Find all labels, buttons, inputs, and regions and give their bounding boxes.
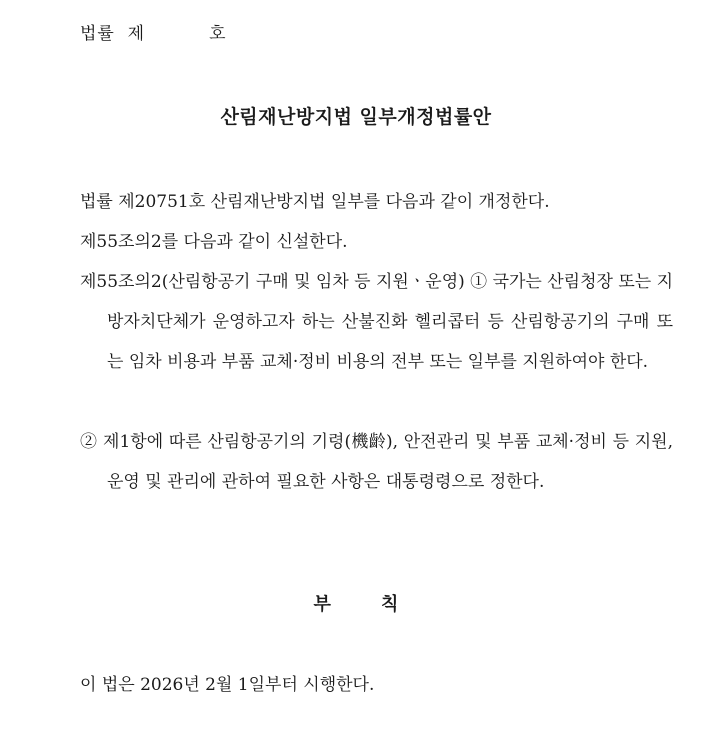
paragraph-1-marker: ① bbox=[470, 272, 488, 292]
article-heading: 제55조의2(산림항공기 구매 및 임차 등 지원ㆍ운영) bbox=[80, 272, 465, 292]
bill-title: 산림재난방지법 일부개정법률안 bbox=[220, 106, 492, 128]
supplementary-text: 이 법은 2026년 2월 1일부터 시행한다. bbox=[80, 675, 375, 695]
paragraph-1-text: 국가는 산림청장 또는 지방자치단체가 운영하고자 하는 산불진화 헬리콥터 등 산림항공기의 구매 또는 임차 비용과 부품 교체·정비 비용의 전부 또는 일부를 지원하여야 한다. bbox=[107, 272, 673, 372]
article-55-2-paragraph-1 bbox=[80, 262, 673, 382]
amendment-intro: 법률 제20751호 산림재난방지법 일부를 다음과 같이 개정한다. bbox=[80, 192, 550, 212]
law-number: 법률 제 호 bbox=[80, 24, 227, 44]
article-55-2-paragraph-2 bbox=[80, 422, 673, 502]
paragraph-2-marker: ② bbox=[80, 432, 98, 452]
amendment-instruction: 제55조의2를 다음과 같이 신설한다. bbox=[80, 232, 348, 252]
paragraph-2-text: 제1항에 따른 산림항공기의 기령(機齡), 안전관리 및 부품 교체·정비 등 지원, 운영 및 관리에 관하여 필요한 사항은 대통령령으로 정한다. bbox=[103, 432, 674, 492]
supplementary-heading: 부 칙 bbox=[313, 594, 399, 615]
